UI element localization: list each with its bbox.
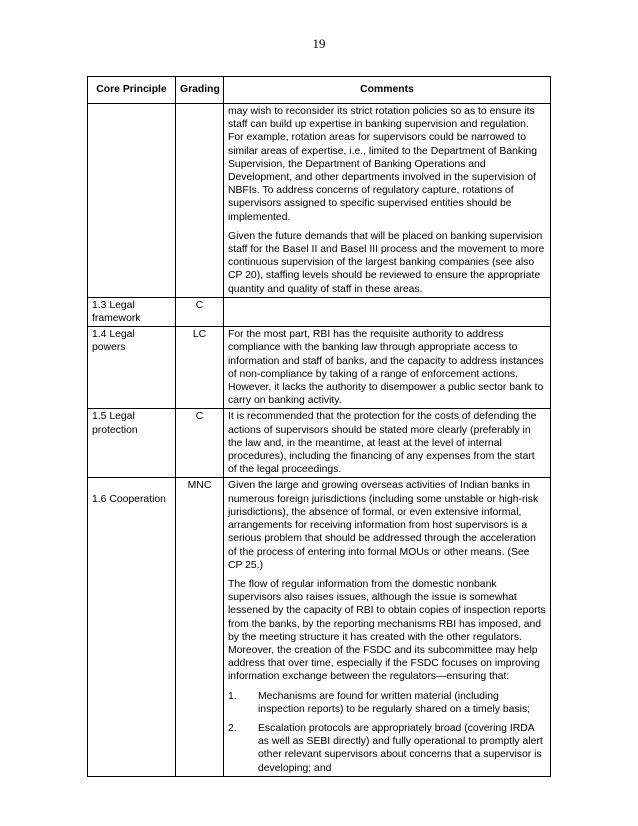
header-comments: Comments xyxy=(224,77,551,104)
list-item xyxy=(228,722,546,775)
header-core-principle: Core Principle xyxy=(88,77,176,104)
table-row xyxy=(88,104,551,298)
grading-cell: C xyxy=(176,409,224,478)
list-number: 1. xyxy=(228,690,237,702)
page-number: 19 xyxy=(312,36,326,51)
comments-cell xyxy=(224,104,551,298)
comment-paragraph: It is recommended that the protection for the costs of defending the actions of supervisors should be stated more clearly (preferably in the law and, in the meantime, at least at the level of internal procedures), including the financing of any expenses from the start of the legal proceedings. xyxy=(228,411,537,476)
comments-cell xyxy=(224,478,551,776)
table-row xyxy=(88,297,551,326)
header-grading: Grading xyxy=(176,77,224,104)
list-item-text: Escalation protocols are appropriately broad (covering IRDA as well as SEBI directly) and fully operational to promptly alert other relevant supervisors about concerns that a supervisor is developing; and xyxy=(258,722,543,774)
comment-paragraph: Given the future demands that will be placed on banking supervision staff for the Basel II and Basel III process and the movement to more continuous supervision of the largest banking companies (see also CP 20), staffing levels should be reviewed to ensure the appropriate quantity and quality of staff in these areas. xyxy=(228,230,545,295)
comment-paragraph: For the most part, RBI has the requisite authority to address compliance with the banking law through appropriate access to information and staff of banks, and the capacity to address instances of non-compliance by taking of a range of enforcement actions. However, it lacks the authority to disempower a public sector bank to carry on banking activity. xyxy=(228,329,544,407)
grading-cell: LC xyxy=(176,327,224,409)
principle-cell xyxy=(88,104,176,298)
list-item xyxy=(228,690,546,716)
table-row xyxy=(88,478,551,776)
comment-paragraph: The flow of regular information from the domestic nonbank supervisors also raises issues, although the issue is somewhat lessened by the capacity of RBI to obtain copies of inspection reports from the banks, by the reporting mechanisms RBI has imposed, and by the meeting structure it has created with the other regulators. Moreover, the creation of the FSDC and its subcommittee may help address that over time, especially if the FSDC focuses on improving information exchange between the regulators—ensuring that: xyxy=(228,578,546,683)
table-row xyxy=(88,409,551,478)
comments-cell xyxy=(224,297,551,326)
comments-cell xyxy=(224,327,551,409)
principle-cell: 1.3 Legal framework xyxy=(88,297,176,326)
principle-cell xyxy=(88,478,176,776)
list-number: 2. xyxy=(228,722,237,734)
grading-cell: MNC xyxy=(176,478,224,776)
list-item-text: Mechanisms are found for written material (including inspection reports) to be regularly shared on a timely basis; xyxy=(258,690,531,715)
principle-cell: 1.5 Legal protection xyxy=(88,409,176,478)
principle-cell: 1.4 Legal powers xyxy=(88,327,176,409)
grading-cell xyxy=(176,104,224,298)
comment-paragraph: may wish to reconsider its strict rotation policies so as to ensure its staff can build up expertise in banking supervision and regulation. For example, rotation areas for supervisors could be narrowed to similar areas of expertise, i.e., limited to the Department of Banking Supervision, the Department of Banking Operations and Development, and other departments involved in the supervision of NBFIs. To address concerns of regulatory capture, rotations of supervisors assigned to specific supervised entities should be implemented. xyxy=(228,106,537,223)
numbered-list xyxy=(228,690,546,775)
table-header-row xyxy=(88,77,551,104)
table-row xyxy=(88,327,551,409)
comments-cell xyxy=(224,409,551,478)
grading-cell: C xyxy=(176,297,224,326)
comment-paragraph: Given the large and growing overseas activities of Indian banks in numerous foreign jurisdictions (including some unstable or high-risk jurisdictions), the absence of formal, or even extensive informal, arrangements for receiving information from host supervisors is a serious problem that should be addressed through the acceleration of the process of entering into formal MOUs or other means. (See CP 25.) xyxy=(228,480,539,571)
core-principles-table xyxy=(87,76,551,777)
principle-label: 1.6 Cooperation xyxy=(92,494,166,506)
